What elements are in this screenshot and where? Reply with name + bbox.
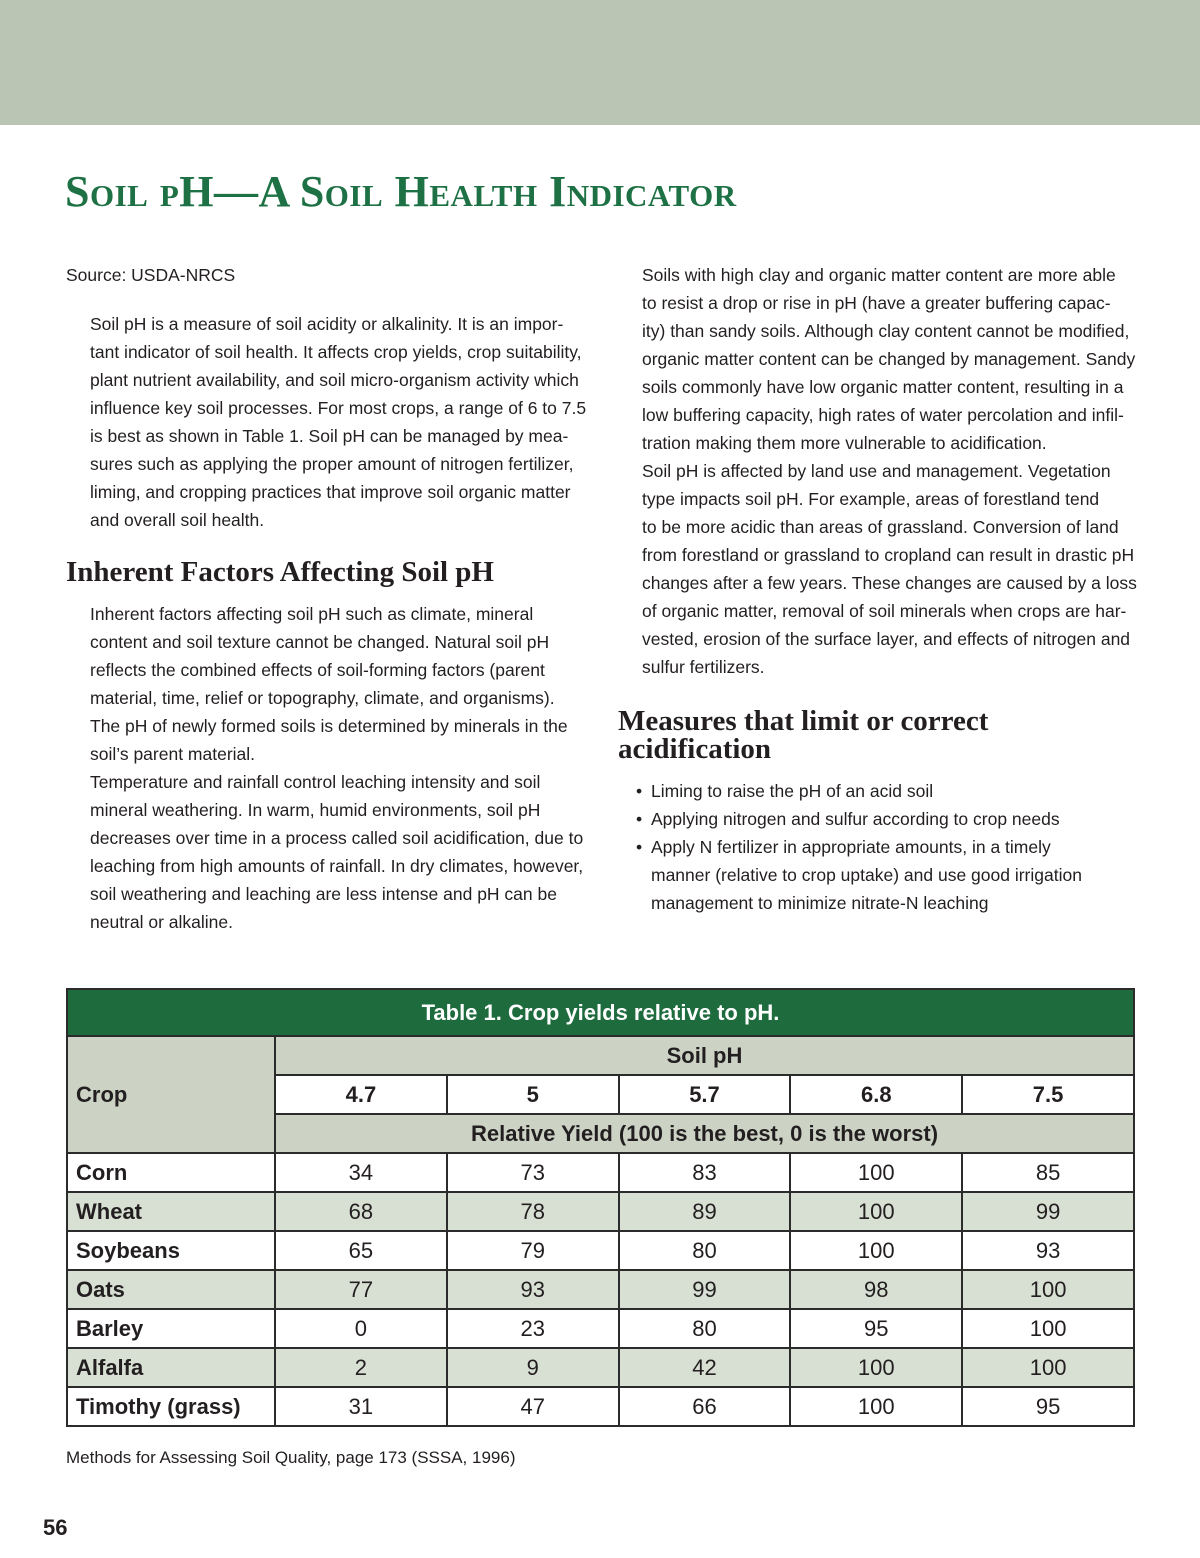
ph-value-header: 6.8 — [790, 1075, 962, 1114]
table-row — [67, 1270, 1134, 1309]
crop-name-cell: Barley — [67, 1309, 275, 1348]
yield-value-cell: 100 — [790, 1387, 962, 1426]
buffering-paragraph — [618, 261, 1138, 457]
yield-value-cell: 85 — [962, 1153, 1134, 1192]
list-item — [634, 777, 1138, 805]
text-line: • Applying nitrogen and sulfur according to crop needs — [651, 809, 1060, 829]
text-line: of organic matter, removal of soil minerals when crops are har- — [642, 601, 1127, 621]
text-line: • Liming to raise the pH of an acid soil — [651, 781, 934, 801]
yield-value-cell: 95 — [790, 1309, 962, 1348]
yield-value-cell: 100 — [790, 1348, 962, 1387]
inherent-factors-paragraph-2 — [66, 768, 586, 936]
crop-yield-table — [66, 988, 1135, 1427]
yield-value-cell: 93 — [962, 1231, 1134, 1270]
yield-value-cell: 65 — [275, 1231, 447, 1270]
text-line: Temperature and rainfall control leaching intensity and soil — [90, 772, 541, 792]
text-line: influence key soil processes. For most crops, a range of 6 to 7.5 — [90, 398, 587, 418]
inherent-factors-heading: Inherent Factors Affecting Soil pH — [66, 556, 494, 588]
text-line: tant indicator of soil health. It affects crop yields, crop suitability, — [90, 342, 582, 362]
right-column — [618, 261, 1138, 917]
crop-header: Crop — [67, 1036, 275, 1153]
text-line: changes after a few years. These changes are caused by a loss — [642, 573, 1137, 593]
text-line: to be more acidic than areas of grassland. Conversion of land — [642, 517, 1119, 537]
yield-value-cell: 95 — [962, 1387, 1134, 1426]
text-line: leaching from high amounts of rainfall. In dry climates, however, — [90, 856, 584, 876]
text-line: vested, erosion of the surface layer, and effects of nitrogen and — [642, 629, 1131, 649]
yield-value-cell: 79 — [447, 1231, 619, 1270]
left-column — [66, 261, 586, 936]
relative-yield-header: Relative Yield (100 is the best, 0 is the worst) — [275, 1114, 1134, 1153]
yield-value-cell: 100 — [790, 1231, 962, 1270]
land-use-paragraph — [618, 457, 1138, 681]
yield-value-cell: 0 — [275, 1309, 447, 1348]
yield-value-cell: 80 — [619, 1309, 791, 1348]
yield-value-cell: 100 — [790, 1192, 962, 1231]
crop-name-cell: Wheat — [67, 1192, 275, 1231]
table-row — [67, 1153, 1134, 1192]
list-item — [634, 833, 1138, 917]
intro-paragraph — [66, 310, 586, 534]
text-line: content and soil texture cannot be changed. Natural soil pH — [90, 632, 550, 652]
text-line: to resist a drop or rise in pH (have a greater buffering capac- — [642, 293, 1111, 313]
yield-value-cell: 77 — [275, 1270, 447, 1309]
source-line: Source: USDA-NRCS — [66, 265, 236, 285]
table-body — [67, 1153, 1134, 1426]
text-line: acidification — [618, 733, 772, 765]
inherent-factors-paragraph-1 — [66, 600, 586, 768]
table-caption: Methods for Assessing Soil Quality, page 173 (SSSA, 1996) — [66, 1448, 516, 1467]
measures-list — [618, 777, 1138, 917]
text-line: liming, and cropping practices that improve soil organic matter — [90, 482, 571, 502]
yield-value-cell: 31 — [275, 1387, 447, 1426]
ph-value-header: 7.5 — [962, 1075, 1134, 1114]
ph-value-header: 5 — [447, 1075, 619, 1114]
text-line: The pH of newly formed soils is determined by minerals in the — [90, 716, 568, 736]
yield-value-cell: 100 — [790, 1153, 962, 1192]
text-line: sulfur fertilizers. — [642, 657, 765, 677]
text-line: decreases over time in a process called soil acidification, due to — [90, 828, 584, 848]
yield-value-cell: 100 — [962, 1348, 1134, 1387]
measures-heading — [618, 707, 1138, 763]
text-line: ity) than sandy soils. Although clay content cannot be modified, — [642, 321, 1130, 341]
soil-ph-header: Soil pH — [275, 1036, 1134, 1075]
table-row — [67, 1192, 1134, 1231]
yield-value-cell: 2 — [275, 1348, 447, 1387]
text-line: Soils with high clay and organic matter content are more able — [642, 265, 1116, 285]
yield-value-cell: 47 — [447, 1387, 619, 1426]
yield-value-cell: 89 — [619, 1192, 791, 1231]
yield-value-cell: 83 — [619, 1153, 791, 1192]
yield-value-cell: 100 — [962, 1309, 1134, 1348]
yield-value-cell: 68 — [275, 1192, 447, 1231]
table-row — [67, 1387, 1134, 1426]
text-line: soil weathering and leaching are less intense and pH can be — [90, 884, 557, 904]
text-line: management to minimize nitrate-N leaching — [651, 893, 989, 913]
table-row — [67, 1348, 1134, 1387]
crop-name-cell: Soybeans — [67, 1231, 275, 1270]
text-line: material, time, relief or topography, climate, and organisms). — [90, 688, 555, 708]
text-line: soil’s parent material. — [90, 744, 256, 764]
table-row — [67, 1309, 1134, 1348]
crop-name-cell: Oats — [67, 1270, 275, 1309]
text-line: type impacts soil pH. For example, areas of forestland tend — [642, 489, 1100, 509]
text-line: soils commonly have low organic matter content, resulting in a — [642, 377, 1124, 397]
yield-value-cell: 66 — [619, 1387, 791, 1426]
yield-value-cell: 93 — [447, 1270, 619, 1309]
text-line: is best as shown in Table 1. Soil pH can be managed by mea- — [90, 426, 569, 446]
yield-value-cell: 99 — [619, 1270, 791, 1309]
yield-value-cell: 99 — [962, 1192, 1134, 1231]
page-title: Soil pH—A Soil Health Indicator — [65, 167, 737, 216]
yield-value-cell: 23 — [447, 1309, 619, 1348]
text-line: organic matter content can be changed by management. Sandy — [642, 349, 1136, 369]
yield-value-cell: 98 — [790, 1270, 962, 1309]
text-line: Measures that limit or correct — [618, 705, 989, 737]
text-line: reflects the combined effects of soil-forming factors (parent — [90, 660, 545, 680]
yield-value-cell: 9 — [447, 1348, 619, 1387]
text-line: manner (relative to crop uptake) and use good irrigation — [651, 865, 1082, 885]
list-item — [634, 805, 1138, 833]
text-line: tration making them more vulnerable to acidification. — [642, 433, 1047, 453]
ph-value-header: 4.7 — [275, 1075, 447, 1114]
table-title: Table 1. Crop yields relative to pH. — [67, 989, 1134, 1036]
text-line: Soil pH is affected by land use and management. Vegetation — [642, 461, 1111, 481]
yield-value-cell: 34 — [275, 1153, 447, 1192]
yield-value-cell: 73 — [447, 1153, 619, 1192]
text-line: Soil pH is a measure of soil acidity or alkalinity. It is an impor- — [90, 314, 564, 334]
yield-value-cell: 42 — [619, 1348, 791, 1387]
ph-value-header: 5.7 — [619, 1075, 791, 1114]
page-number: 56 — [43, 1515, 68, 1540]
yield-value-cell: 78 — [447, 1192, 619, 1231]
text-line: low buffering capacity, high rates of water percolation and infil- — [642, 405, 1124, 425]
text-line: neutral or alkaline. — [90, 912, 233, 932]
text-line: and overall soil health. — [90, 510, 265, 530]
text-line: Inherent factors affecting soil pH such as climate, mineral — [90, 604, 534, 624]
header-band — [0, 0, 1200, 125]
text-line: plant nutrient availability, and soil micro-organism activity which — [90, 370, 579, 390]
yield-value-cell: 80 — [619, 1231, 791, 1270]
text-line: mineral weathering. In warm, humid environments, soil pH — [90, 800, 541, 820]
text-line: sures such as applying the proper amount of nitrogen fertilizer, — [90, 454, 574, 474]
yield-value-cell: 100 — [962, 1270, 1134, 1309]
crop-name-cell: Alfalfa — [67, 1348, 275, 1387]
crop-name-cell: Corn — [67, 1153, 275, 1192]
text-line: from forestland or grassland to cropland can result in drastic pH — [642, 545, 1135, 565]
text-line: • Apply N fertilizer in appropriate amounts, in a timely — [651, 837, 1051, 857]
table-row — [67, 1231, 1134, 1270]
crop-name-cell: Timothy (grass) — [67, 1387, 275, 1426]
